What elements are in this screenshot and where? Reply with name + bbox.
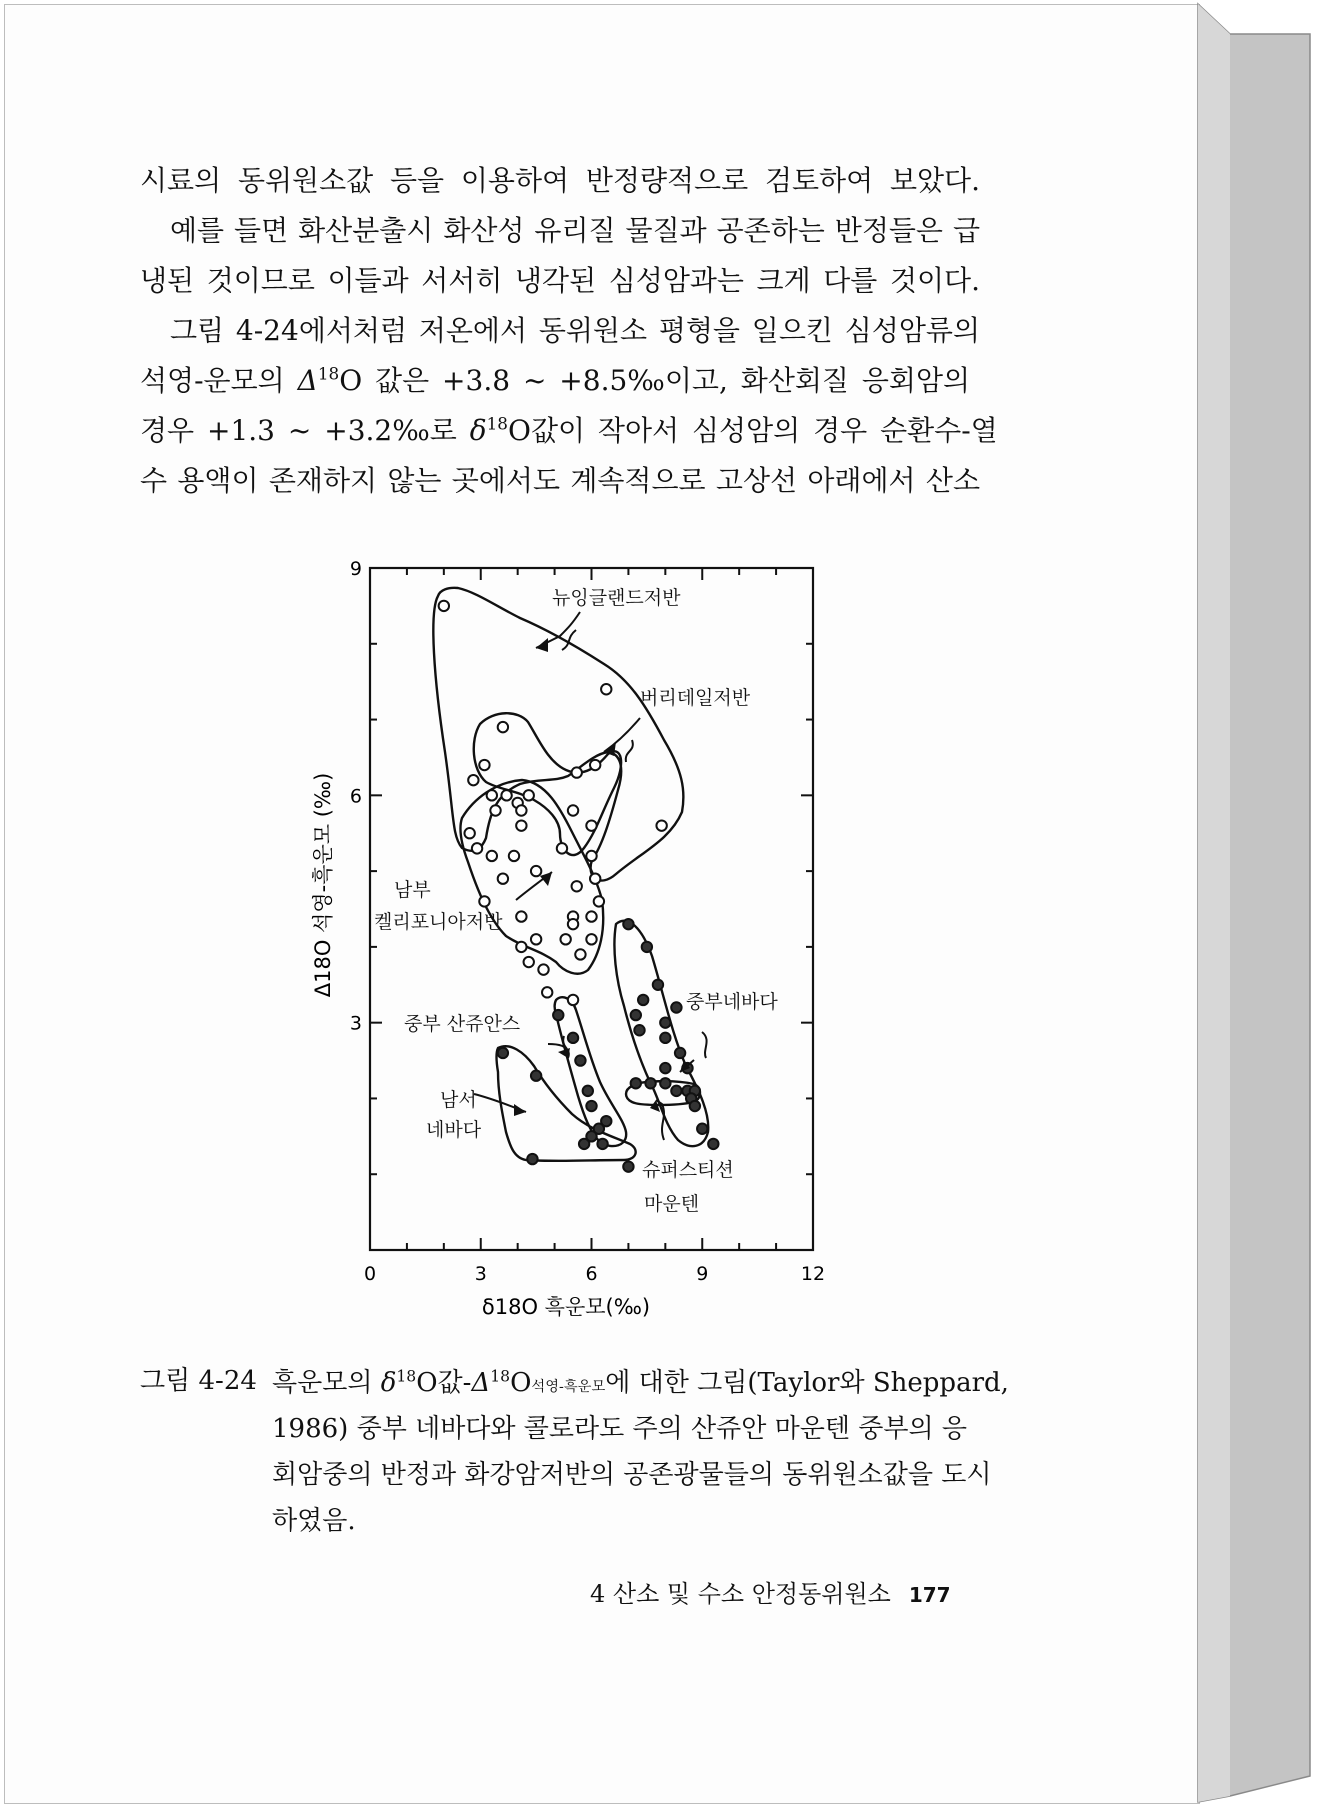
point-volcanic bbox=[623, 919, 633, 929]
figure-caption bbox=[272, 1360, 1009, 1544]
point-volcanic bbox=[660, 1017, 670, 1027]
point-volcanic bbox=[631, 1078, 641, 1088]
point-volcanic bbox=[531, 1071, 541, 1081]
label-southwest-nevada-2: 네바다 bbox=[426, 1119, 482, 1141]
point-plutonic bbox=[531, 934, 541, 944]
point-plutonic bbox=[568, 995, 578, 1005]
label-new-england: 뉴잉글랜드저반 bbox=[552, 587, 681, 609]
point-volcanic bbox=[553, 1010, 563, 1020]
point-plutonic bbox=[542, 987, 552, 997]
point-volcanic bbox=[660, 1078, 670, 1088]
point-volcanic bbox=[660, 1063, 670, 1073]
point-plutonic bbox=[590, 873, 600, 883]
point-volcanic bbox=[697, 1124, 707, 1134]
point-volcanic bbox=[634, 1025, 644, 1035]
point-volcanic bbox=[586, 1101, 596, 1111]
point-plutonic bbox=[516, 942, 526, 952]
footer-chapter-title: 4 산소 및 수소 안정동위원소 bbox=[590, 1580, 891, 1608]
point-plutonic bbox=[487, 790, 497, 800]
point-volcanic bbox=[527, 1154, 537, 1164]
label-central-san-juan: 중부 산쥬안스 bbox=[404, 1013, 521, 1035]
region-southwest-nevada bbox=[497, 1046, 636, 1161]
running-footer bbox=[590, 1574, 951, 1609]
label-central-nevada: 중부네바다 bbox=[686, 991, 778, 1013]
point-plutonic bbox=[479, 760, 489, 770]
label-superstition-2: 마운텐 bbox=[644, 1193, 700, 1215]
point-plutonic bbox=[590, 760, 600, 770]
point-volcanic bbox=[645, 1078, 655, 1088]
point-plutonic bbox=[524, 790, 534, 800]
y-tick-label: 6 bbox=[349, 785, 362, 808]
point-plutonic bbox=[487, 851, 497, 861]
point-volcanic bbox=[575, 1055, 585, 1065]
point-plutonic bbox=[560, 934, 570, 944]
point-plutonic bbox=[575, 949, 585, 959]
point-plutonic bbox=[498, 873, 508, 883]
point-plutonic bbox=[557, 843, 567, 853]
page-number: 177 bbox=[908, 1583, 951, 1607]
y-tick-label: 9 bbox=[349, 558, 362, 580]
point-plutonic bbox=[586, 851, 596, 861]
point-volcanic bbox=[708, 1139, 718, 1149]
region-bury-dale bbox=[474, 713, 621, 855]
x-axis-label: δ18O 흑운모(‰) bbox=[481, 1295, 651, 1319]
point-volcanic bbox=[579, 1139, 589, 1149]
body-line-5: 석영-운모의 $\Delta^{18}O$ 값은 +3.8 ~ +8.5‰이고, 화산회질 응회암의 bbox=[140, 363, 971, 397]
point-volcanic bbox=[642, 942, 652, 952]
region-southern-california bbox=[460, 780, 603, 974]
x-tick-label: 0 bbox=[363, 1263, 377, 1285]
point-volcanic bbox=[631, 1010, 641, 1020]
point-plutonic bbox=[468, 775, 478, 785]
point-plutonic bbox=[572, 767, 582, 777]
point-plutonic bbox=[568, 919, 578, 929]
point-volcanic bbox=[675, 1048, 685, 1058]
point-volcanic bbox=[671, 1086, 681, 1096]
body-line-6: 경우 +1.3 ~ +3.2‰로 $\delta^{18}O$값이 작아서 심성암의 경우 순환수-열 bbox=[140, 413, 998, 447]
y-tick-label: 3 bbox=[349, 1012, 362, 1035]
point-volcanic bbox=[583, 1086, 593, 1096]
caption-line-2: 1986) 중부 네바다와 콜로라도 주의 산쥬안 마운텐 중부의 응 bbox=[272, 1414, 967, 1444]
point-volcanic bbox=[671, 1002, 681, 1012]
x-tick-label: 12 bbox=[800, 1263, 826, 1285]
label-southern-california-1: 남부 bbox=[394, 879, 431, 901]
point-plutonic bbox=[586, 934, 596, 944]
point-plutonic bbox=[568, 805, 578, 815]
arrow-central-nevada bbox=[702, 1032, 707, 1058]
body-line-1: 시료의 동위원소값 등을 이용하여 반정량적으로 검토하여 보았다. bbox=[140, 164, 980, 197]
point-volcanic bbox=[568, 1033, 578, 1043]
point-plutonic bbox=[601, 684, 611, 694]
y-axis-label: Δ18O 석영-흑운모 (‰) bbox=[311, 772, 335, 998]
point-volcanic bbox=[653, 980, 663, 990]
body-line-4: 그림 4-24에서처럼 저온에서 동위원소 평형을 일으킨 심성암류의 bbox=[170, 314, 980, 347]
point-plutonic bbox=[586, 911, 596, 921]
point-volcanic bbox=[660, 1033, 670, 1043]
point-volcanic bbox=[597, 1139, 607, 1149]
point-plutonic bbox=[524, 957, 534, 967]
point-plutonic bbox=[538, 964, 548, 974]
figure-number: 그림 4-24 bbox=[140, 1366, 257, 1396]
caption-line-1: 흑운모의 $\delta^{18}O$값$-\Delta^{18}O$석영-흑운모에 대한 그림(Taylor와 Sheppard, bbox=[272, 1367, 1009, 1398]
point-plutonic bbox=[594, 896, 604, 906]
point-plutonic bbox=[490, 805, 500, 815]
label-bury-dale: 버리데일저반 bbox=[640, 687, 751, 709]
point-plutonic bbox=[501, 790, 511, 800]
point-volcanic bbox=[690, 1101, 700, 1111]
point-volcanic bbox=[601, 1116, 611, 1126]
region-central-san-juan bbox=[555, 997, 627, 1146]
point-plutonic bbox=[531, 866, 541, 876]
point-plutonic bbox=[516, 805, 526, 815]
point-plutonic bbox=[572, 881, 582, 891]
x-tick-label: 3 bbox=[474, 1263, 487, 1285]
point-volcanic bbox=[498, 1048, 508, 1058]
label-superstition-1: 슈퍼스티션 bbox=[642, 1159, 734, 1181]
label-southwest-nevada-1: 남서 bbox=[440, 1089, 477, 1111]
x-tick-label: 9 bbox=[696, 1263, 709, 1285]
arrow-bury-dale bbox=[604, 718, 640, 752]
point-plutonic bbox=[472, 843, 482, 853]
point-plutonic bbox=[479, 896, 489, 906]
point-plutonic bbox=[656, 820, 666, 830]
point-volcanic bbox=[623, 1161, 633, 1171]
label-southern-california-2: 켈리포니아저반 bbox=[374, 911, 503, 933]
point-plutonic bbox=[464, 828, 474, 838]
point-volcanic bbox=[638, 995, 648, 1005]
plot-frame bbox=[370, 568, 813, 1250]
x-tick-label: 6 bbox=[585, 1263, 598, 1285]
caption-line-4: 하였음. bbox=[272, 1506, 356, 1536]
point-plutonic bbox=[586, 820, 596, 830]
body-line-3: 냉된 것이므로 이들과 서서히 냉각된 심성암과는 크게 다를 것이다. bbox=[140, 264, 980, 297]
caption-line-3: 회암중의 반정과 화강암저반의 공존광물들의 동위원소값을 도시 bbox=[272, 1460, 992, 1490]
point-plutonic bbox=[516, 911, 526, 921]
point-plutonic bbox=[498, 722, 508, 732]
body-line-2: 예를 들면 화산분출시 화산성 유리질 물질과 공존하는 반정들은 급 bbox=[170, 214, 980, 247]
body-line-7: 수 용액이 존재하지 않는 곳에서도 계속적으로 고상선 아래에서 산소 bbox=[140, 464, 980, 497]
point-plutonic bbox=[439, 601, 449, 611]
point-plutonic bbox=[516, 820, 526, 830]
point-plutonic bbox=[509, 851, 519, 861]
